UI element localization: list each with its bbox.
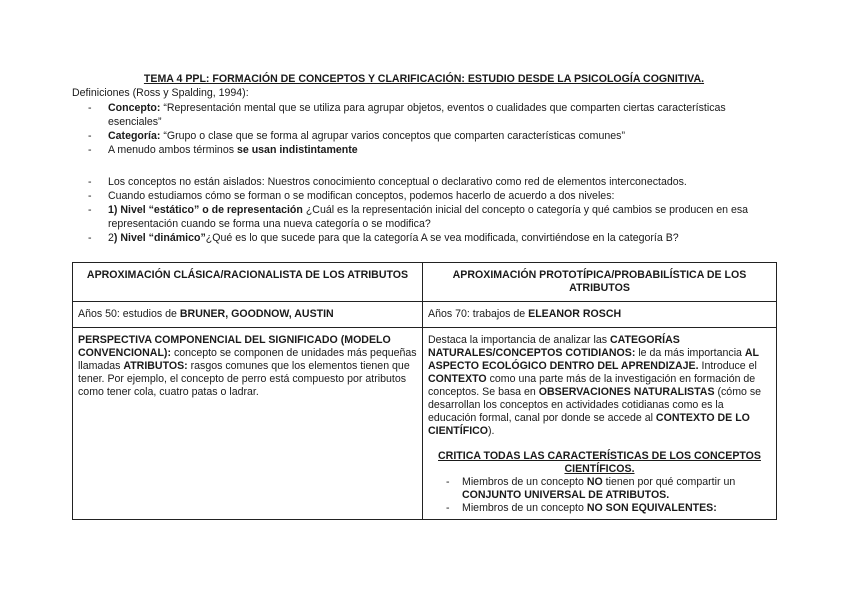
bold-text: PERSPECTIVA COMPONENCIAL DEL SIGNIFICADO (MODELO CONVENCIONAL): xyxy=(78,334,391,359)
authors-names: BRUNER, GOODNOW, AUSTIN xyxy=(179,308,334,320)
list-emphasis: se usan indistintamente xyxy=(236,144,358,156)
cell-text: rasgos comunes que los elementos tienen que tener. Por ejemplo, el concepto de perro está compuesto por atributos como tener cola, cuatro patas o ladrar. xyxy=(78,360,410,398)
critica-list xyxy=(428,476,771,515)
cell-text: tienen por qué compartir un xyxy=(602,476,736,488)
list-item xyxy=(88,203,778,231)
level-dynamic-label: ) Nivel “dinámico” xyxy=(113,232,206,244)
cell-classical-description xyxy=(73,328,423,520)
levels-list xyxy=(88,175,778,245)
table-header-row xyxy=(73,263,777,302)
cell-text: como una parte más de la investigación en formación de conceptos. Se basa en xyxy=(428,373,756,398)
bold-text: CONTEXTO DE LO CIENTÍFICO xyxy=(428,412,750,437)
table-row xyxy=(73,328,777,520)
level-static-label: 1) Nivel “estático” o de representación xyxy=(108,204,303,216)
cell-text: Miembros de un concepto xyxy=(462,476,587,488)
list-item xyxy=(88,189,778,203)
authors-names: ELEANOR ROSCH xyxy=(528,308,622,320)
list-text: Cuando estudiamos cómo se forman o se modifican conceptos, podemos hacerlo de acuerdo a dos niveles: xyxy=(108,190,615,202)
bold-text: NO SON EQUIVALENTES: xyxy=(586,502,717,514)
list-item xyxy=(88,175,778,189)
list-item xyxy=(88,129,778,143)
cell-text: (cómo se desarrollan los conceptos en actividades cotidianas como es la educación formal, canal por donde se accede al xyxy=(428,386,762,424)
table-row xyxy=(73,302,777,328)
list-text: ¿Cuál es la representación inicial del concepto o categoría y qué cambios se producen en esa representación cuando se forma una nueva categoría o se modifica? xyxy=(108,204,749,230)
bold-text: NO xyxy=(586,476,603,488)
list-item xyxy=(446,502,771,515)
cell-text: Años 70: trabajos de xyxy=(428,308,529,320)
cell-prototypical-description xyxy=(423,328,777,520)
bold-text: AL ASPECTO ECOLÓGICO DENTRO DEL APRENDIZAJE. xyxy=(428,347,759,372)
list-item xyxy=(88,231,778,245)
term-concepto: Concepto: xyxy=(108,102,161,114)
bold-text: CONTEXTO xyxy=(428,373,487,385)
bold-text: OBSERVACIONES NATURALISTAS xyxy=(538,386,715,398)
definitions-list xyxy=(88,101,778,157)
paragraph xyxy=(428,334,771,438)
cell-text: Años 50: estudios de xyxy=(78,308,180,320)
bold-text: CONJUNTO UNIVERSAL DE ATRIBUTOS. xyxy=(462,489,670,501)
cell-text: ). xyxy=(488,425,495,437)
list-item xyxy=(88,143,778,157)
document-title: TEMA 4 PPL: FORMACIÓN DE CONCEPTOS Y CLARIFICACIÓN: ESTUDIO DESDE LA PSICOLOGÍA COGNITIVA. xyxy=(143,73,705,85)
list-text: ¿Qué es lo que sucede para que la categoría A se vea modificada, convirtiéndose en la categoría B? xyxy=(205,232,679,244)
cell-text: Destaca la importancia de analizar las xyxy=(428,334,610,346)
definition-text: “Representación mental que se utiliza para agrupar objetos, eventos o cualidades que comparten ciertas características esenciales” xyxy=(108,102,726,128)
cell-text: le da más importancia xyxy=(635,347,745,359)
header-classical: APROXIMACIÓN CLÁSICA/RACIONALISTA DE LOS ATRIBUTOS xyxy=(73,263,423,302)
comparison-table xyxy=(72,262,777,520)
critica-heading: CRITICA TODAS LAS CARACTERÍSTICAS DE LOS CONCEPTOS CIENTÍFICOS. xyxy=(438,450,761,475)
term-categoria: Categoría: xyxy=(108,130,161,142)
definition-text: “Grupo o clase que se forma al agrupar varios conceptos que comparten características comunes” xyxy=(160,130,625,142)
list-text: A menudo ambos términos xyxy=(108,144,237,156)
bold-text: CATEGORÍAS NATURALES/CONCEPTOS COTIDIANOS: xyxy=(428,334,680,359)
header-prototypical: APROXIMACIÓN PROTOTÍPICA/PROBABILÍSTICA DE LOS ATRIBUTOS xyxy=(423,263,777,302)
list-item xyxy=(446,476,771,502)
list-item xyxy=(88,101,778,129)
list-text: Los conceptos no están aislados: Nuestros conocimiento conceptual o declarativo como red de elementos interconectados. xyxy=(108,176,687,188)
cell-authors-prototypical xyxy=(423,302,777,328)
definitions-intro: Definiciones (Ross y Spalding, 1994): xyxy=(72,87,249,99)
cell-text: Introduce el xyxy=(698,360,757,372)
cell-text: concepto se componen de unidades más pequeñas llamadas xyxy=(78,347,417,372)
cell-text: Miembros de un concepto xyxy=(462,502,587,514)
bold-text: ATRIBUTOS: xyxy=(123,360,188,372)
cell-authors-classical xyxy=(73,302,423,328)
list-text: 2 xyxy=(108,232,114,244)
